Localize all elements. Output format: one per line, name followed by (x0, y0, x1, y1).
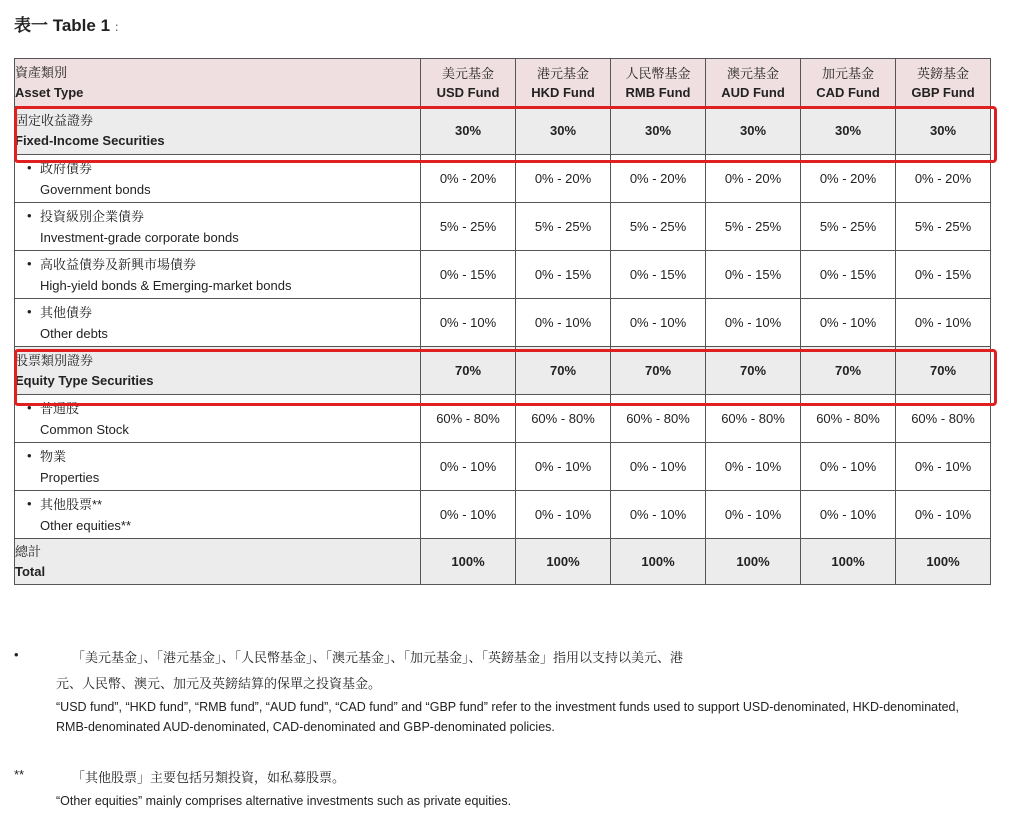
fund-header-2 (611, 59, 706, 107)
row-label (15, 395, 421, 443)
row-label (15, 203, 421, 251)
row-label (15, 299, 421, 347)
table-cell: 0% - 10% (516, 443, 611, 491)
row-label (15, 491, 421, 539)
footnote-2-marker: ** (14, 767, 25, 782)
fund-header-zh: 人民幣基金 (625, 65, 691, 81)
table-cell: 0% - 10% (516, 491, 611, 539)
footnote-1-zh-line2: 元、人民幣、澳元、加元及英鎊結算的保單之投資基金。 (56, 676, 382, 691)
table-cell: 0% - 10% (421, 299, 516, 347)
bullet-icon: • (27, 256, 32, 271)
row-label-en: Other debts (40, 325, 108, 341)
fund-header-zh: 美元基金 (441, 65, 494, 81)
table-row (15, 203, 991, 251)
table-cell: 60% - 80% (421, 395, 516, 443)
row-label-en: Other equities** (40, 517, 132, 533)
table-cell: 0% - 10% (706, 299, 801, 347)
row-label (15, 539, 421, 585)
table-cell: 0% - 20% (801, 155, 896, 203)
fund-header-4 (801, 59, 896, 107)
table-row (15, 299, 991, 347)
table-cell: 0% - 15% (611, 251, 706, 299)
row-label (15, 155, 421, 203)
bullet-icon: • (27, 160, 32, 175)
table-row (15, 443, 991, 491)
table-cell: 5% - 25% (516, 203, 611, 251)
bullet-icon: • (27, 496, 32, 511)
table-cell: 100% (706, 539, 801, 585)
table-cell: 0% - 10% (421, 491, 516, 539)
fund-header-en: GBP Fund (911, 84, 975, 100)
table-cell: 5% - 25% (896, 203, 991, 251)
bullet-icon: • (27, 448, 32, 463)
table-cell: 0% - 20% (421, 155, 516, 203)
table-cell: 0% - 10% (896, 299, 991, 347)
table-cell: 30% (611, 107, 706, 155)
fund-header-0 (421, 59, 516, 107)
table-cell: 70% (896, 347, 991, 395)
table-cell: 30% (421, 107, 516, 155)
table-cell: 0% - 10% (611, 491, 706, 539)
table-cell: 60% - 80% (801, 395, 896, 443)
fund-header-3 (706, 59, 801, 107)
table-title-text: 表一 Table 1 (14, 16, 111, 35)
row-label-en: Fixed-Income Securities (15, 132, 165, 148)
table-cell: 0% - 15% (706, 251, 801, 299)
row-label (15, 251, 421, 299)
table-header-row (15, 59, 991, 107)
row-label-en: Common Stock (40, 421, 129, 437)
table-row (15, 347, 991, 395)
table-cell: 70% (706, 347, 801, 395)
fund-header-en: AUD Fund (721, 84, 785, 100)
table-row (15, 251, 991, 299)
table-cell: 0% - 10% (611, 443, 706, 491)
table-cell: 60% - 80% (516, 395, 611, 443)
fund-header-1 (516, 59, 611, 107)
footnote-1-zh-line1: 「美元基金」、「港元基金」、「人民幣基金」、「澳元基金」、「加元基金」、「英鎊基金」指用以支持以美元、港 (72, 650, 684, 665)
table-cell: 100% (516, 539, 611, 585)
fund-header-5 (896, 59, 991, 107)
footnote-2-zh: 「其他股票」主要包括另類投資，如私募股票。 (72, 770, 346, 785)
title-mark: ： (114, 20, 127, 34)
footnotes (14, 645, 994, 808)
row-label-zh: 股票類別證券 (15, 352, 94, 368)
fund-header-en: RMB Fund (625, 84, 691, 100)
row-label-zh: 其他股票** (40, 496, 103, 512)
row-label-en: Investment-grade corporate bonds (40, 229, 239, 245)
fund-header-zh: 港元基金 (536, 65, 589, 81)
table-cell: 0% - 10% (706, 443, 801, 491)
table-cell: 0% - 15% (801, 251, 896, 299)
table-cell: 0% - 10% (516, 299, 611, 347)
table-title (14, 11, 126, 36)
bullet-icon: • (27, 208, 32, 223)
table-cell: 60% - 80% (706, 395, 801, 443)
row-label-zh: 投資級別企業債券 (40, 208, 145, 224)
table-cell: 0% - 10% (421, 443, 516, 491)
table-cell: 60% - 80% (611, 395, 706, 443)
row-label-en: High-yield bonds & Emerging-market bonds (40, 277, 292, 293)
table-cell: 100% (801, 539, 896, 585)
table-cell: 0% - 20% (896, 155, 991, 203)
footnote-1-en: “USD fund”, “HKD fund”, “RMB fund”, “AUD fund”, “CAD fund” and “GBP fund” refer to the investment funds used to support USD-denominated, HKD-denominated, RMB-denominated AUD-denominated, CAD-denominated and GBP-denominated policies. (56, 700, 959, 734)
table-cell: 0% - 10% (896, 443, 991, 491)
footnote-1 (14, 645, 994, 737)
table-cell: 0% - 15% (896, 251, 991, 299)
fund-header-en: CAD Fund (816, 84, 880, 100)
footnote-1-marker: • (14, 647, 19, 662)
row-label-en: Total (15, 563, 46, 579)
bullet-icon: • (27, 400, 32, 415)
row-label-zh: 其他債券 (40, 304, 93, 320)
table-cell: 0% - 20% (516, 155, 611, 203)
table-row (15, 491, 991, 539)
table-row (15, 539, 991, 585)
table-cell: 0% - 15% (516, 251, 611, 299)
table-cell: 0% - 10% (611, 299, 706, 347)
footnote-2-en: “Other equities” mainly comprises alternative investments such as private equities. (56, 794, 512, 808)
table-cell: 100% (896, 539, 991, 585)
table-cell: 30% (516, 107, 611, 155)
table-cell: 0% - 20% (706, 155, 801, 203)
row-label-zh: 物業 (40, 448, 67, 464)
row-label-zh: 總計 (15, 543, 42, 559)
table-cell: 5% - 25% (706, 203, 801, 251)
table-cell: 0% - 20% (611, 155, 706, 203)
table-cell: 0% - 10% (896, 491, 991, 539)
table-cell: 70% (801, 347, 896, 395)
table-cell: 0% - 15% (421, 251, 516, 299)
table-cell: 60% - 80% (896, 395, 991, 443)
row-label-zh: 政府債券 (40, 160, 93, 176)
table-row (15, 155, 991, 203)
fund-header-zh: 加元基金 (821, 65, 874, 81)
fund-header-en: USD Fund (436, 84, 500, 100)
table-cell: 30% (801, 107, 896, 155)
fund-header-zh: 英鎊基金 (916, 65, 969, 81)
row-label-en: Properties (40, 469, 100, 485)
table-cell: 0% - 10% (801, 491, 896, 539)
table-cell: 100% (421, 539, 516, 585)
fund-header-en: HKD Fund (531, 84, 595, 100)
table-cell: 5% - 25% (801, 203, 896, 251)
row-label (15, 443, 421, 491)
bullet-icon: • (27, 304, 32, 319)
row-label (15, 107, 421, 155)
row-label (15, 347, 421, 395)
table-cell: 0% - 10% (801, 443, 896, 491)
row-label-zh: 固定收益證券 (15, 112, 94, 128)
table-cell: 30% (706, 107, 801, 155)
row-label-zh: 高收益債券及新興市場債券 (40, 256, 197, 272)
row-label-en: Equity Type Securities (15, 372, 154, 388)
table-cell: 0% - 10% (801, 299, 896, 347)
asset-allocation-table (14, 58, 991, 585)
asset-type-header: 資產類別 Asset Type (15, 59, 421, 107)
table-cell: 70% (611, 347, 706, 395)
table-cell: 5% - 25% (421, 203, 516, 251)
table-cell: 30% (896, 107, 991, 155)
fund-header-zh: 澳元基金 (726, 65, 779, 81)
table-cell: 70% (516, 347, 611, 395)
table-cell: 0% - 10% (706, 491, 801, 539)
row-label-zh: 普通股 (40, 400, 80, 416)
footnote-2 (14, 765, 511, 811)
table-cell: 5% - 25% (611, 203, 706, 251)
table-cell: 70% (421, 347, 516, 395)
table-cell: 100% (611, 539, 706, 585)
table-row (15, 395, 991, 443)
table-row (15, 107, 991, 155)
row-label-en: Government bonds (40, 181, 151, 197)
